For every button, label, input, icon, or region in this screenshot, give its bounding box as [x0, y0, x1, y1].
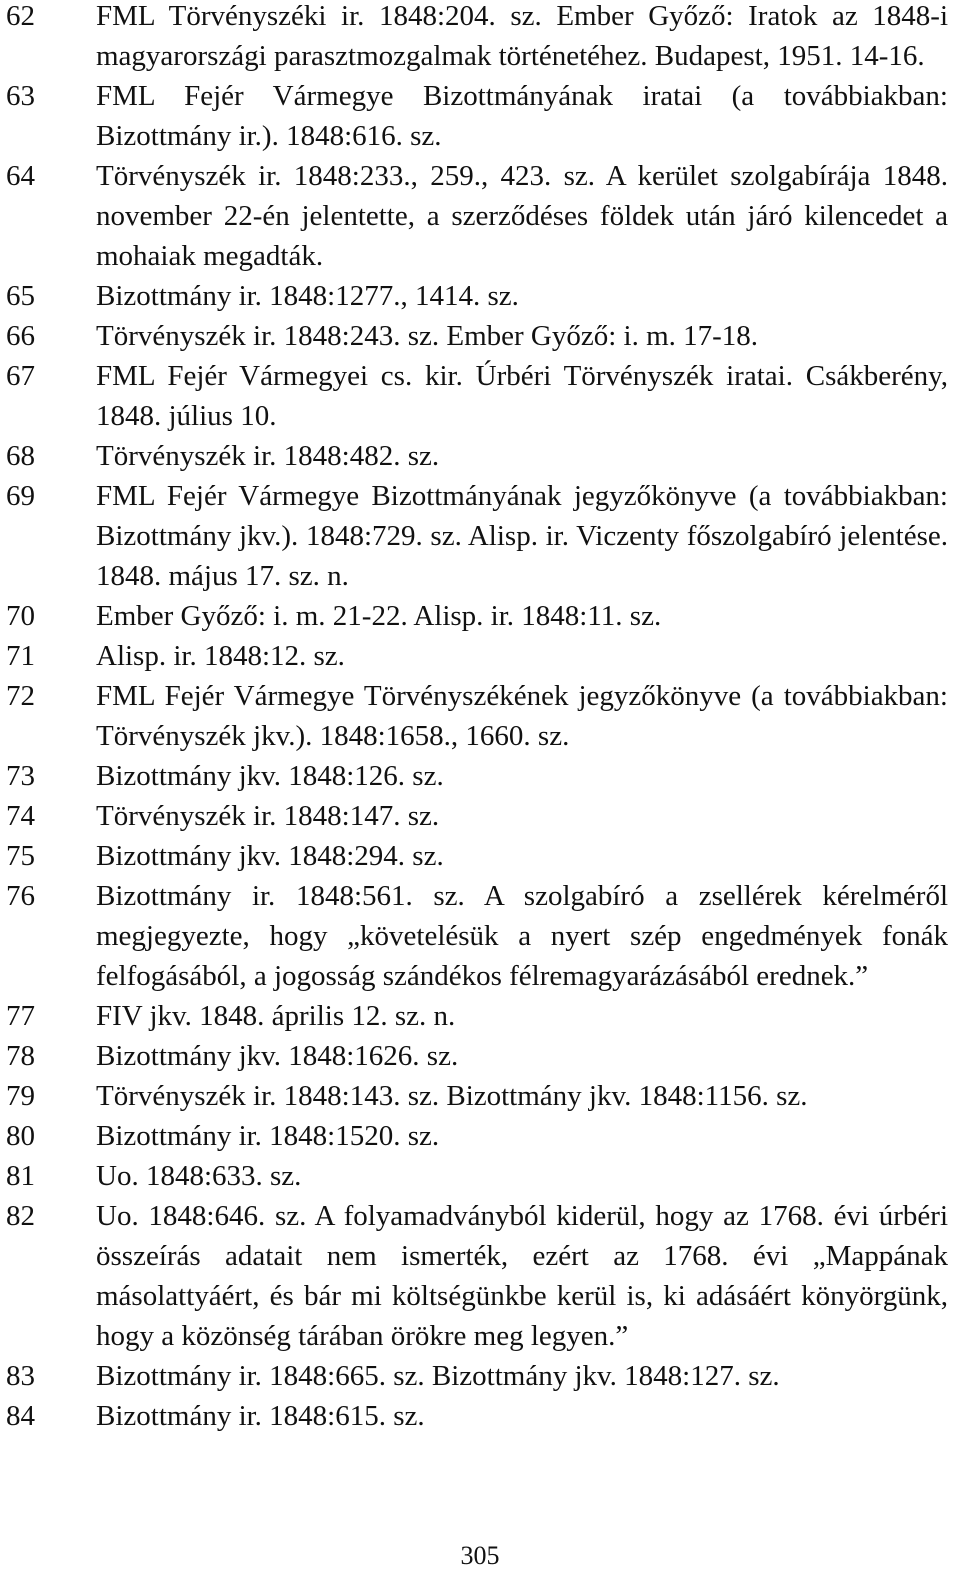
footnote-number: 82 [6, 1200, 35, 1232]
footnote-number: 70 [6, 600, 35, 632]
page-number: 305 [460, 1541, 500, 1570]
footnote-number: 68 [6, 440, 35, 472]
footnote-number: 63 [6, 80, 35, 112]
footnote-67 [0, 356, 960, 436]
footnote-number: 84 [6, 1400, 35, 1432]
footnote-number: 64 [6, 160, 35, 192]
footnote-75 [0, 836, 960, 876]
footnote-number: 81 [6, 1160, 35, 1192]
footnote-number: 69 [6, 480, 35, 512]
footnote-number: 75 [6, 840, 35, 872]
footnote-text: Bizottmány ir. 1848:1520. sz. [96, 1120, 440, 1152]
footnote-number: 73 [6, 760, 35, 792]
footnote-78 [0, 1036, 960, 1076]
footnote-number: 67 [6, 360, 35, 392]
footnote-number: 76 [6, 880, 35, 912]
footnote-text: Törvényszék ir. 1848:147. sz. [96, 800, 440, 832]
footnote-text: Törvényszék ir. 1848:482. sz. [96, 440, 440, 472]
footnote-text: FML Fejér Vármegyei cs. kir. Úrbéri Törvényszék iratai. Csákberény, 1848. július 10. [96, 360, 948, 432]
footnote-79 [0, 1076, 960, 1116]
footnote-71 [0, 636, 960, 676]
footnote-number: 80 [6, 1120, 35, 1152]
footnote-text: Alisp. ir. 1848:12. sz. [96, 640, 345, 672]
footnote-text: Bizottmány jkv. 1848:1626. sz. [96, 1040, 459, 1072]
footnote-number: 71 [6, 640, 35, 672]
footnote-number: 77 [6, 1000, 35, 1032]
footnote-number: 72 [6, 680, 35, 712]
footnote-74 [0, 796, 960, 836]
footnote-83 [0, 1356, 960, 1396]
footnote-text: Bizottmány ir. 1848:1277., 1414. sz. [96, 280, 519, 312]
footnote-text: FML Fejér Vármegye Bizottmányának jegyzőkönyve (a továbbiakban: Bizottmány jkv.). 1848:729. sz. Alisp. ir. Viczenty főszolgabíró jelentése. 1848. május 17. sz. n. [96, 480, 948, 592]
footnote-text: Bizottmány jkv. 1848:294. sz. [96, 840, 444, 872]
footnote-65 [0, 276, 960, 316]
footnote-number: 62 [6, 0, 35, 32]
footnote-69 [0, 476, 960, 596]
footnote-text: Törvényszék ir. 1848:233., 259., 423. sz. A kerület szolgabírája 1848. november 22-én jelentette, a szerződéses földek után járó kilencedet a mohaiak megadták. [96, 160, 948, 272]
footnote-64 [0, 156, 960, 276]
footnote-63 [0, 76, 960, 156]
footnote-66 [0, 316, 960, 356]
footnote-76 [0, 876, 960, 996]
footnote-text: Uo. 1848:633. sz. [96, 1160, 302, 1192]
footnote-text: Bizottmány ir. 1848:665. sz. Bizottmány jkv. 1848:127. sz. [96, 1360, 780, 1392]
footnote-text: Bizottmány jkv. 1848:126. sz. [96, 760, 444, 792]
footnote-number: 66 [6, 320, 35, 352]
footnote-number: 78 [6, 1040, 35, 1072]
footnote-text: Uo. 1848:646. sz. A folyamadványból kiderül, hogy az 1768. évi úrbéri összeírás adatait nem ismerték, ezért az 1768. évi „Mappának másolattyáért, és bár mi költségünkbe kerül is, ki adásáért könyörgünk, hogy a közönség tárában örökre meg legyen.” [96, 1200, 948, 1352]
footnote-81 [0, 1156, 960, 1196]
footnote-text: Bizottmány ir. 1848:615. sz. [96, 1400, 425, 1432]
footnote-text: FML Törvényszéki ir. 1848:204. sz. Ember Győző: Iratok az 1848-i magyarországi parasztmozgalmak történetéhez. Budapest, 1951. 14-16. [96, 0, 948, 72]
footnote-number: 79 [6, 1080, 35, 1112]
footnote-82 [0, 1196, 960, 1356]
footnote-text: Törvényszék ir. 1848:143. sz. Bizottmány jkv. 1848:1156. sz. [96, 1080, 808, 1112]
footnote-number: 65 [6, 280, 35, 312]
footnote-text: FML Fejér Vármegye Bizottmányának iratai (a továbbiakban: Bizottmány ir.). 1848:616. sz. [96, 80, 948, 152]
footnote-68 [0, 436, 960, 476]
footnote-text: FML Fejér Vármegye Törvényszékének jegyzőkönyve (a továbbiakban: Törvényszék jkv.). 1848:1658., 1660. sz. [96, 680, 948, 752]
footnote-80 [0, 1116, 960, 1156]
footnote-84 [0, 1396, 960, 1436]
footnote-text: FIV jkv. 1848. április 12. sz. n. [96, 1000, 456, 1032]
footnote-72 [0, 676, 960, 756]
footnote-73 [0, 756, 960, 796]
footnote-77 [0, 996, 960, 1036]
footnote-text: Ember Győző: i. m. 21-22. Alisp. ir. 1848:11. sz. [96, 600, 662, 632]
footnote-text: Bizottmány ir. 1848:561. sz. A szolgabíró a zsellérek kérelméről megjegyezte, hogy „követelésük a nyert szép engedmények fonák felfogásából, a jogosság szándékos félremagyarázásából erednek.” [96, 880, 948, 992]
footnote-text: Törvényszék ir. 1848:243. sz. Ember Győző: i. m. 17-18. [96, 320, 759, 352]
footnote-number: 74 [6, 800, 35, 832]
footnote-62 [0, 0, 960, 76]
footnote-70 [0, 596, 960, 636]
footnote-number: 83 [6, 1360, 35, 1392]
